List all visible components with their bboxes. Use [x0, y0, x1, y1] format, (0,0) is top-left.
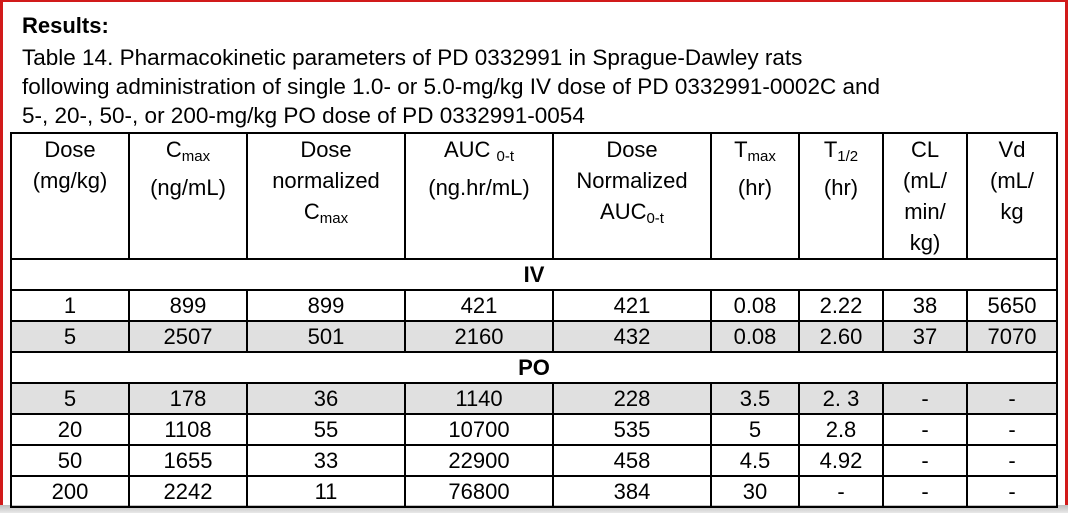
- table-cell: 1: [11, 290, 129, 321]
- header-line: normalized: [272, 168, 380, 193]
- header-sub: max: [747, 148, 776, 165]
- table-cell: -: [967, 476, 1057, 507]
- col-header-dose-normalized-auc: [553, 133, 711, 259]
- table-row: [11, 414, 1057, 445]
- table-cell: 2160: [405, 321, 553, 352]
- table-cell: -: [883, 414, 967, 445]
- table-cell: 36: [247, 383, 405, 414]
- section-row: [11, 259, 1057, 290]
- table-cell: 228: [553, 383, 711, 414]
- header-row: [11, 133, 1057, 259]
- table-cell: 33: [247, 445, 405, 476]
- table-row: [11, 383, 1057, 414]
- table-cell: 458: [553, 445, 711, 476]
- table-cell: 501: [247, 321, 405, 352]
- header-line: (ng/mL): [150, 175, 226, 200]
- header-line: Dose: [300, 137, 352, 162]
- header-main: C: [303, 199, 320, 224]
- col-header-cmax: [129, 133, 247, 259]
- table-cell: 535: [553, 414, 711, 445]
- table-caption: [22, 43, 1047, 130]
- table-cell: 55: [247, 414, 405, 445]
- table-cell: 38: [883, 290, 967, 321]
- header-sub: 1/2: [837, 148, 859, 165]
- table-cell: -: [967, 414, 1057, 445]
- table-cell: 22900: [405, 445, 553, 476]
- header-sub: max: [319, 210, 349, 227]
- caption-line: 5-, 20-, 50-, or 200-mg/kg PO dose of PD 0332991-0054: [22, 103, 585, 128]
- table-cell: 5650: [967, 290, 1057, 321]
- header-main: T: [734, 137, 748, 162]
- header-main: AUC: [443, 137, 497, 162]
- section-label: IV: [11, 259, 1057, 290]
- table-cell: -: [883, 445, 967, 476]
- header-line: Normalized: [576, 168, 688, 193]
- table-row: [11, 321, 1057, 352]
- table-cell: -: [967, 445, 1057, 476]
- header-line: Dose: [606, 137, 658, 162]
- caption-line: Table 14. Pharmacokinetic parameters of PD 0332991 in Sprague-Dawley rats: [22, 45, 803, 70]
- col-header-dose: [11, 133, 129, 259]
- table-cell: 421: [553, 290, 711, 321]
- table-cell: 200: [11, 476, 129, 507]
- table-cell: 1140: [405, 383, 553, 414]
- table-cell: -: [967, 383, 1057, 414]
- header-line: [800, 134, 882, 172]
- col-header-thalf: [799, 133, 883, 259]
- col-header-cl: [883, 133, 967, 259]
- section-row: [11, 352, 1057, 383]
- results-heading: Results:: [22, 13, 109, 38]
- header-line: [554, 196, 710, 234]
- table-cell: 5: [11, 321, 129, 352]
- header-line: Dose: [44, 137, 96, 162]
- table-cell: 4.92: [799, 445, 883, 476]
- table-cell: 432: [553, 321, 711, 352]
- table-cell: 1655: [129, 445, 247, 476]
- table-cell: 4.5: [711, 445, 799, 476]
- table-row: [11, 290, 1057, 321]
- header-main: AUC: [600, 199, 647, 224]
- table-cell: -: [883, 476, 967, 507]
- table-cell: 178: [129, 383, 247, 414]
- header-line: min/: [904, 199, 946, 224]
- table-cell: 2507: [129, 321, 247, 352]
- table-cell: 2.22: [799, 290, 883, 321]
- table-cell: 5: [11, 383, 129, 414]
- header-sub: 0-t: [646, 210, 664, 227]
- header-line: kg: [1000, 199, 1024, 224]
- header-line: (mg/kg): [32, 168, 108, 193]
- table-cell: 899: [129, 290, 247, 321]
- header-main: T: [823, 137, 838, 162]
- table-cell: 0.08: [711, 321, 799, 352]
- header-line: Vd: [998, 137, 1026, 162]
- table-cell: 2.8: [799, 414, 883, 445]
- header-sub: max: [181, 148, 211, 165]
- header-main: C: [165, 137, 182, 162]
- table-cell: 10700: [405, 414, 553, 445]
- table-cell: 7070: [967, 321, 1057, 352]
- header-line: kg): [909, 230, 941, 255]
- pk-parameters-table: [10, 132, 1058, 508]
- header-line: [130, 134, 246, 172]
- table-cell: 5: [711, 414, 799, 445]
- col-header-vd: [967, 133, 1057, 259]
- header-line: CL: [910, 137, 940, 162]
- header-line: (ng.hr/mL): [428, 175, 530, 200]
- table-cell: 11: [247, 476, 405, 507]
- table-cell: 899: [247, 290, 405, 321]
- header-line: [248, 196, 404, 234]
- table-cell: 30: [711, 476, 799, 507]
- table-cell: -: [883, 383, 967, 414]
- table-row: [11, 445, 1057, 476]
- header-line: (mL/: [990, 168, 1034, 193]
- table-cell: 3.5: [711, 383, 799, 414]
- table-cell: 421: [405, 290, 553, 321]
- table-cell: 2.60: [799, 321, 883, 352]
- header-line: (hr): [737, 175, 773, 200]
- table-row: [11, 476, 1057, 507]
- col-header-dose-normalized-cmax: [247, 133, 405, 259]
- header-line: [712, 134, 798, 172]
- table-cell: -: [799, 476, 883, 507]
- table-cell: 0.08: [711, 290, 799, 321]
- header-line: (hr): [823, 175, 859, 200]
- caption-line: following administration of single 1.0- or 5.0-mg/kg IV dose of PD 0332991-0002C and: [22, 74, 880, 99]
- header-line: [406, 134, 552, 172]
- table-cell: 37: [883, 321, 967, 352]
- table-cell: 50: [11, 445, 129, 476]
- table-cell: 2. 3: [799, 383, 883, 414]
- col-header-tmax: [711, 133, 799, 259]
- table-cell: 1108: [129, 414, 247, 445]
- table-cell: 384: [553, 476, 711, 507]
- header-line: (mL/: [903, 168, 947, 193]
- header-sub: 0-t: [496, 148, 515, 165]
- table-cell: 76800: [405, 476, 553, 507]
- col-header-auc: [405, 133, 553, 259]
- table-cell: 2242: [129, 476, 247, 507]
- table-cell: 20: [11, 414, 129, 445]
- section-label: PO: [11, 352, 1057, 383]
